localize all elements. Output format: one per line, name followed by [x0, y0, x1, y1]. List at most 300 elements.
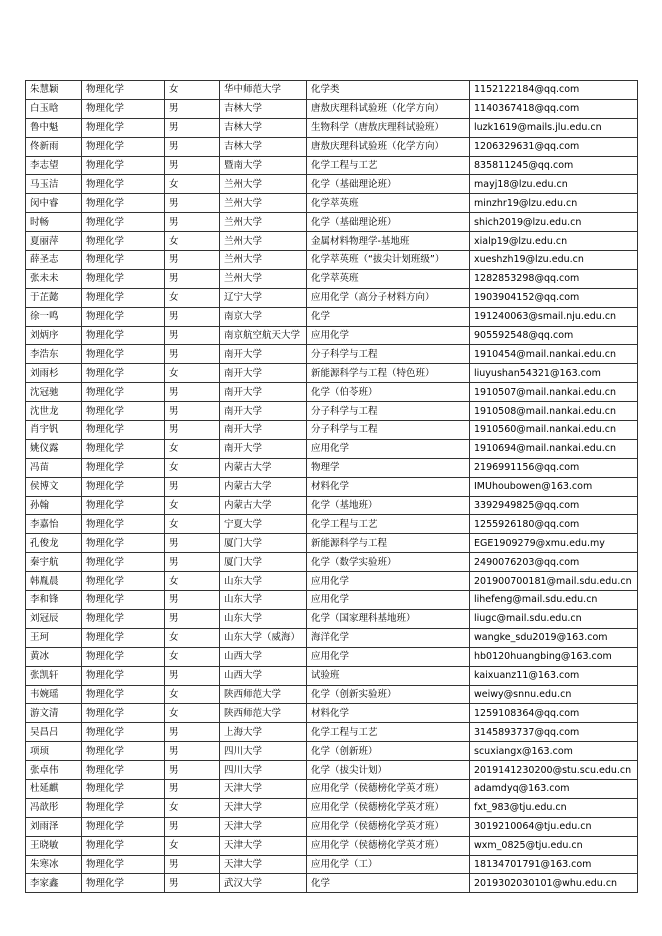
cell-name: 王晓敏	[26, 836, 82, 855]
cell-university: 南开大学	[220, 402, 307, 421]
cell-gender: 女	[165, 572, 220, 591]
cell-subject: 物理化学	[82, 383, 165, 402]
cell-subject: 物理化学	[82, 345, 165, 364]
cell-name: 李志望	[26, 156, 82, 175]
cell-email: kaixuanz11@163.com	[470, 666, 638, 685]
table-row	[26, 609, 638, 628]
cell-gender: 男	[165, 251, 220, 270]
cell-subject: 物理化学	[82, 213, 165, 232]
cell-major: 化学	[307, 307, 470, 326]
cell-email: adamdyq@163.com	[470, 779, 638, 798]
cell-gender: 男	[165, 118, 220, 137]
cell-name: 于芷懿	[26, 288, 82, 307]
cell-subject: 物理化学	[82, 874, 165, 893]
cell-gender: 男	[165, 137, 220, 156]
cell-university: 武汉大学	[220, 874, 307, 893]
cell-major: 应用化学	[307, 326, 470, 345]
cell-email: 1259108364@qq.com	[470, 704, 638, 723]
cell-university: 厦门大学	[220, 534, 307, 553]
cell-major: 分子科学与工程	[307, 345, 470, 364]
cell-name: 李嘉怡	[26, 515, 82, 534]
cell-gender: 男	[165, 742, 220, 761]
table-row	[26, 458, 638, 477]
cell-major: 化学（基地班）	[307, 496, 470, 515]
cell-gender: 女	[165, 647, 220, 666]
cell-email: 905592548@qq.com	[470, 326, 638, 345]
cell-name: 沈世龙	[26, 402, 82, 421]
cell-subject: 物理化学	[82, 81, 165, 100]
cell-university: 厦门大学	[220, 553, 307, 572]
table-row	[26, 364, 638, 383]
table-row	[26, 213, 638, 232]
cell-major: 试验班	[307, 666, 470, 685]
cell-university: 山东大学	[220, 591, 307, 610]
cell-university: 宁夏大学	[220, 515, 307, 534]
cell-major: 应用化学	[307, 439, 470, 458]
cell-gender: 男	[165, 99, 220, 118]
cell-major: 唐敖庆理科试验班（化学方向）	[307, 99, 470, 118]
cell-major: 化学（数学实验班）	[307, 553, 470, 572]
cell-gender: 男	[165, 591, 220, 610]
cell-email: xueshzh19@lzu.edu.cn	[470, 251, 638, 270]
table-row	[26, 779, 638, 798]
cell-name: 韦婉瑶	[26, 685, 82, 704]
cell-email: lihefeng@mail.sdu.edu.cn	[470, 591, 638, 610]
cell-name: 佟新雨	[26, 137, 82, 156]
cell-subject: 物理化学	[82, 817, 165, 836]
cell-major: 化学工程与工艺	[307, 515, 470, 534]
cell-email: IMUhoubowen@163.com	[470, 477, 638, 496]
cell-name: 白玉晗	[26, 99, 82, 118]
cell-major: 化学（创新实验班）	[307, 685, 470, 704]
cell-email: 1910694@mail.nankai.edu.cn	[470, 439, 638, 458]
table-body	[26, 81, 638, 893]
table-row	[26, 118, 638, 137]
cell-name: 张未未	[26, 269, 82, 288]
cell-subject: 物理化学	[82, 704, 165, 723]
cell-name: 李和锋	[26, 591, 82, 610]
cell-university: 兰州大学	[220, 175, 307, 194]
table-row	[26, 742, 638, 761]
cell-subject: 物理化学	[82, 496, 165, 515]
cell-subject: 物理化学	[82, 251, 165, 270]
table-row	[26, 402, 638, 421]
cell-email: 1910508@mail.nankai.edu.cn	[470, 402, 638, 421]
table-row	[26, 156, 638, 175]
cell-major: 化学（国家理科基地班）	[307, 609, 470, 628]
cell-email: 3392949825@qq.com	[470, 496, 638, 515]
cell-email: 18134701791@163.com	[470, 855, 638, 874]
cell-name: 王珂	[26, 628, 82, 647]
cell-name: 冯苗	[26, 458, 82, 477]
table-row	[26, 194, 638, 213]
cell-university: 内蒙古大学	[220, 458, 307, 477]
cell-subject: 物理化学	[82, 194, 165, 213]
cell-major: 金属材料物理学-基地班	[307, 232, 470, 251]
cell-gender: 男	[165, 855, 220, 874]
table-row	[26, 534, 638, 553]
cell-major: 分子科学与工程	[307, 402, 470, 421]
cell-name: 刘雨泽	[26, 817, 82, 836]
cell-university: 山西大学	[220, 666, 307, 685]
cell-email: weiwy@snnu.edu.cn	[470, 685, 638, 704]
cell-major: 海洋化学	[307, 628, 470, 647]
cell-university: 南开大学	[220, 383, 307, 402]
table-row	[26, 477, 638, 496]
cell-subject: 物理化学	[82, 515, 165, 534]
cell-subject: 物理化学	[82, 137, 165, 156]
cell-email: wxm_0825@tju.edu.cn	[470, 836, 638, 855]
cell-university: 兰州大学	[220, 232, 307, 251]
cell-major: 分子科学与工程	[307, 421, 470, 440]
cell-gender: 女	[165, 515, 220, 534]
cell-email: liuyushan54321@163.com	[470, 364, 638, 383]
cell-subject: 物理化学	[82, 99, 165, 118]
cell-subject: 物理化学	[82, 458, 165, 477]
cell-email: wangke_sdu2019@163.com	[470, 628, 638, 647]
cell-major: 材料化学	[307, 704, 470, 723]
table-row	[26, 723, 638, 742]
table-row	[26, 81, 638, 100]
cell-university: 南开大学	[220, 421, 307, 440]
cell-name: 项顼	[26, 742, 82, 761]
cell-name: 夏丽萍	[26, 232, 82, 251]
cell-university: 辽宁大学	[220, 288, 307, 307]
cell-university: 山东大学（威海）	[220, 628, 307, 647]
cell-gender: 男	[165, 874, 220, 893]
cell-subject: 物理化学	[82, 647, 165, 666]
cell-name: 张凯轩	[26, 666, 82, 685]
cell-university: 天津大学	[220, 855, 307, 874]
table-row	[26, 874, 638, 893]
cell-email: 2196991156@qq.com	[470, 458, 638, 477]
cell-gender: 女	[165, 628, 220, 647]
table-row	[26, 572, 638, 591]
cell-gender: 男	[165, 383, 220, 402]
cell-name: 刘冠辰	[26, 609, 82, 628]
table-row	[26, 817, 638, 836]
cell-major: 应用化学	[307, 591, 470, 610]
cell-major: 应用化学（侯德榜化学英才班）	[307, 798, 470, 817]
cell-name: 刘雨杉	[26, 364, 82, 383]
cell-gender: 女	[165, 836, 220, 855]
table-row	[26, 591, 638, 610]
cell-university: 天津大学	[220, 779, 307, 798]
cell-gender: 女	[165, 704, 220, 723]
cell-gender: 女	[165, 685, 220, 704]
cell-major: 应用化学（侯德榜化学英才班）	[307, 836, 470, 855]
cell-university: 内蒙古大学	[220, 496, 307, 515]
cell-university: 华中师范大学	[220, 81, 307, 100]
table-row	[26, 496, 638, 515]
cell-gender: 男	[165, 477, 220, 496]
cell-subject: 物理化学	[82, 156, 165, 175]
cell-gender: 女	[165, 81, 220, 100]
cell-major: 化学（拔尖计划）	[307, 761, 470, 780]
cell-subject: 物理化学	[82, 118, 165, 137]
cell-name: 马玉洁	[26, 175, 82, 194]
cell-subject: 物理化学	[82, 175, 165, 194]
cell-name: 李家鑫	[26, 874, 82, 893]
cell-name: 朱寒冰	[26, 855, 82, 874]
cell-email: 1152122184@qq.com	[470, 81, 638, 100]
cell-subject: 物理化学	[82, 269, 165, 288]
cell-university: 吉林大学	[220, 99, 307, 118]
cell-email: 201900700181@mail.sdu.edu.cn	[470, 572, 638, 591]
cell-email: 1910560@mail.nankai.edu.cn	[470, 421, 638, 440]
cell-major: 唐敖庆理科试验班（化学方向）	[307, 137, 470, 156]
cell-subject: 物理化学	[82, 326, 165, 345]
cell-name: 鲁中魁	[26, 118, 82, 137]
cell-major: 应用化学（高分子材料方向）	[307, 288, 470, 307]
cell-email: scuxiangx@163.com	[470, 742, 638, 761]
cell-name: 朱慧颖	[26, 81, 82, 100]
cell-email: 1282853298@qq.com	[470, 269, 638, 288]
cell-name: 游文清	[26, 704, 82, 723]
cell-email: 191240063@smail.nju.edu.cn	[470, 307, 638, 326]
cell-major: 化学（基础理论班）	[307, 213, 470, 232]
cell-subject: 物理化学	[82, 421, 165, 440]
cell-gender: 男	[165, 194, 220, 213]
cell-email: 1140367418@qq.com	[470, 99, 638, 118]
table-row	[26, 251, 638, 270]
cell-email: 2019302030101@whu.edu.cn	[470, 874, 638, 893]
table-row	[26, 269, 638, 288]
cell-major: 材料化学	[307, 477, 470, 496]
student-table	[25, 80, 638, 893]
table-row	[26, 515, 638, 534]
cell-name: 李浩东	[26, 345, 82, 364]
cell-subject: 物理化学	[82, 288, 165, 307]
table-row	[26, 137, 638, 156]
cell-gender: 男	[165, 534, 220, 553]
cell-name: 时畅	[26, 213, 82, 232]
cell-university: 陕西师范大学	[220, 704, 307, 723]
cell-university: 四川大学	[220, 742, 307, 761]
cell-gender: 男	[165, 156, 220, 175]
cell-gender: 男	[165, 213, 220, 232]
cell-name: 张卓伟	[26, 761, 82, 780]
cell-subject: 物理化学	[82, 628, 165, 647]
cell-subject: 物理化学	[82, 439, 165, 458]
cell-university: 南京大学	[220, 307, 307, 326]
cell-university: 南开大学	[220, 345, 307, 364]
cell-name: 闵中睿	[26, 194, 82, 213]
cell-email: minzhr19@lzu.edu.cn	[470, 194, 638, 213]
cell-major: 化学（创新班）	[307, 742, 470, 761]
cell-subject: 物理化学	[82, 534, 165, 553]
cell-gender: 女	[165, 232, 220, 251]
cell-name: 孔俊龙	[26, 534, 82, 553]
cell-gender: 女	[165, 439, 220, 458]
cell-name: 薛圣志	[26, 251, 82, 270]
cell-major: 应用化学（侯德榜化学英才班）	[307, 817, 470, 836]
cell-major: 化学萃英班	[307, 269, 470, 288]
table-row	[26, 798, 638, 817]
cell-name: 杜延麒	[26, 779, 82, 798]
cell-major: 化学类	[307, 81, 470, 100]
cell-gender: 男	[165, 269, 220, 288]
cell-major: 化学萃英班（“拔尖计划班级”）	[307, 251, 470, 270]
cell-subject: 物理化学	[82, 666, 165, 685]
cell-gender: 男	[165, 553, 220, 572]
cell-gender: 男	[165, 779, 220, 798]
cell-name: 侯博文	[26, 477, 82, 496]
cell-subject: 物理化学	[82, 723, 165, 742]
cell-gender: 男	[165, 307, 220, 326]
cell-subject: 物理化学	[82, 572, 165, 591]
table-row	[26, 383, 638, 402]
cell-name: 姚仪露	[26, 439, 82, 458]
cell-email: mayj18@lzu.edu.cn	[470, 175, 638, 194]
cell-major: 应用化学（工）	[307, 855, 470, 874]
cell-university: 南京航空航天大学	[220, 326, 307, 345]
cell-gender: 男	[165, 609, 220, 628]
cell-university: 吉林大学	[220, 118, 307, 137]
cell-major: 新能源科学与工程（特色班）	[307, 364, 470, 383]
cell-university: 山东大学	[220, 609, 307, 628]
cell-email: 1206329631@qq.com	[470, 137, 638, 156]
cell-major: 物理学	[307, 458, 470, 477]
cell-email: liugc@mail.sdu.edu.cn	[470, 609, 638, 628]
cell-name: 沈冠驰	[26, 383, 82, 402]
table-row	[26, 421, 638, 440]
table-row	[26, 704, 638, 723]
table-row	[26, 439, 638, 458]
cell-email: EGE1909279@xmu.edu.my	[470, 534, 638, 553]
table-row	[26, 99, 638, 118]
cell-university: 南开大学	[220, 439, 307, 458]
table-row	[26, 628, 638, 647]
cell-email: xialp19@lzu.edu.cn	[470, 232, 638, 251]
cell-university: 天津大学	[220, 817, 307, 836]
cell-gender: 女	[165, 175, 220, 194]
cell-university: 山西大学	[220, 647, 307, 666]
cell-major: 应用化学	[307, 572, 470, 591]
cell-university: 内蒙古大学	[220, 477, 307, 496]
cell-gender: 男	[165, 761, 220, 780]
cell-name: 徐一鸣	[26, 307, 82, 326]
cell-email: hb0120huangbing@163.com	[470, 647, 638, 666]
cell-name: 韩胤晨	[26, 572, 82, 591]
cell-email: luzk1619@mails.jlu.edu.cn	[470, 118, 638, 137]
cell-subject: 物理化学	[82, 232, 165, 251]
cell-email: 1903904152@qq.com	[470, 288, 638, 307]
table-row	[26, 685, 638, 704]
cell-gender: 女	[165, 458, 220, 477]
table-row	[26, 345, 638, 364]
cell-subject: 物理化学	[82, 761, 165, 780]
table-row	[26, 288, 638, 307]
cell-university: 陕西师范大学	[220, 685, 307, 704]
cell-major: 新能源科学与工程	[307, 534, 470, 553]
table-row	[26, 232, 638, 251]
cell-major: 生物科学（唐敖庆理科试验班）	[307, 118, 470, 137]
cell-subject: 物理化学	[82, 609, 165, 628]
cell-gender: 男	[165, 817, 220, 836]
cell-subject: 物理化学	[82, 402, 165, 421]
cell-gender: 男	[165, 326, 220, 345]
cell-subject: 物理化学	[82, 836, 165, 855]
cell-email: shich2019@lzu.edu.cn	[470, 213, 638, 232]
cell-gender: 男	[165, 666, 220, 685]
cell-university: 南开大学	[220, 364, 307, 383]
table-row	[26, 855, 638, 874]
cell-name: 秦宇航	[26, 553, 82, 572]
cell-gender: 女	[165, 288, 220, 307]
cell-subject: 物理化学	[82, 364, 165, 383]
table-row	[26, 647, 638, 666]
cell-email: fxt_983@tju.edu.cn	[470, 798, 638, 817]
cell-university: 天津大学	[220, 798, 307, 817]
cell-name: 吴昌吕	[26, 723, 82, 742]
cell-name: 冯歆彤	[26, 798, 82, 817]
cell-university: 兰州大学	[220, 213, 307, 232]
table-row	[26, 175, 638, 194]
cell-university: 兰州大学	[220, 251, 307, 270]
cell-gender: 女	[165, 798, 220, 817]
cell-email: 2490076203@qq.com	[470, 553, 638, 572]
cell-major: 化学工程与工艺	[307, 723, 470, 742]
cell-subject: 物理化学	[82, 553, 165, 572]
table-row	[26, 326, 638, 345]
cell-university: 天津大学	[220, 836, 307, 855]
cell-gender: 男	[165, 345, 220, 364]
cell-email: 2019141230200@stu.scu.edu.cn	[470, 761, 638, 780]
cell-subject: 物理化学	[82, 779, 165, 798]
table-row	[26, 666, 638, 685]
cell-major: 化学（伯苓班）	[307, 383, 470, 402]
cell-university: 四川大学	[220, 761, 307, 780]
cell-major: 应用化学（侯德榜化学英才班）	[307, 779, 470, 798]
cell-major: 化学	[307, 874, 470, 893]
cell-gender: 男	[165, 421, 220, 440]
cell-major: 化学（基础理论班）	[307, 175, 470, 194]
cell-email: 1910507@mail.nankai.edu.cn	[470, 383, 638, 402]
cell-major: 化学萃英班	[307, 194, 470, 213]
cell-gender: 男	[165, 723, 220, 742]
cell-email: 1255926180@qq.com	[470, 515, 638, 534]
cell-university: 山东大学	[220, 572, 307, 591]
cell-gender: 女	[165, 364, 220, 383]
cell-email: 835811245@qq.com	[470, 156, 638, 175]
cell-subject: 物理化学	[82, 591, 165, 610]
cell-subject: 物理化学	[82, 685, 165, 704]
cell-name: 黄冰	[26, 647, 82, 666]
cell-major: 应用化学	[307, 647, 470, 666]
cell-subject: 物理化学	[82, 307, 165, 326]
cell-university: 兰州大学	[220, 194, 307, 213]
cell-university: 上海大学	[220, 723, 307, 742]
cell-university: 兰州大学	[220, 269, 307, 288]
table-row	[26, 553, 638, 572]
cell-name: 肖宇钒	[26, 421, 82, 440]
cell-gender: 女	[165, 496, 220, 515]
cell-university: 吉林大学	[220, 137, 307, 156]
cell-major: 化学工程与工艺	[307, 156, 470, 175]
table-row	[26, 307, 638, 326]
table-row	[26, 836, 638, 855]
cell-gender: 男	[165, 402, 220, 421]
cell-email: 3145893737@qq.com	[470, 723, 638, 742]
cell-subject: 物理化学	[82, 798, 165, 817]
table-row	[26, 761, 638, 780]
cell-name: 刘炳序	[26, 326, 82, 345]
cell-university: 暨南大学	[220, 156, 307, 175]
cell-email: 3019210064@tju.edu.cn	[470, 817, 638, 836]
cell-name: 孙翰	[26, 496, 82, 515]
cell-subject: 物理化学	[82, 742, 165, 761]
